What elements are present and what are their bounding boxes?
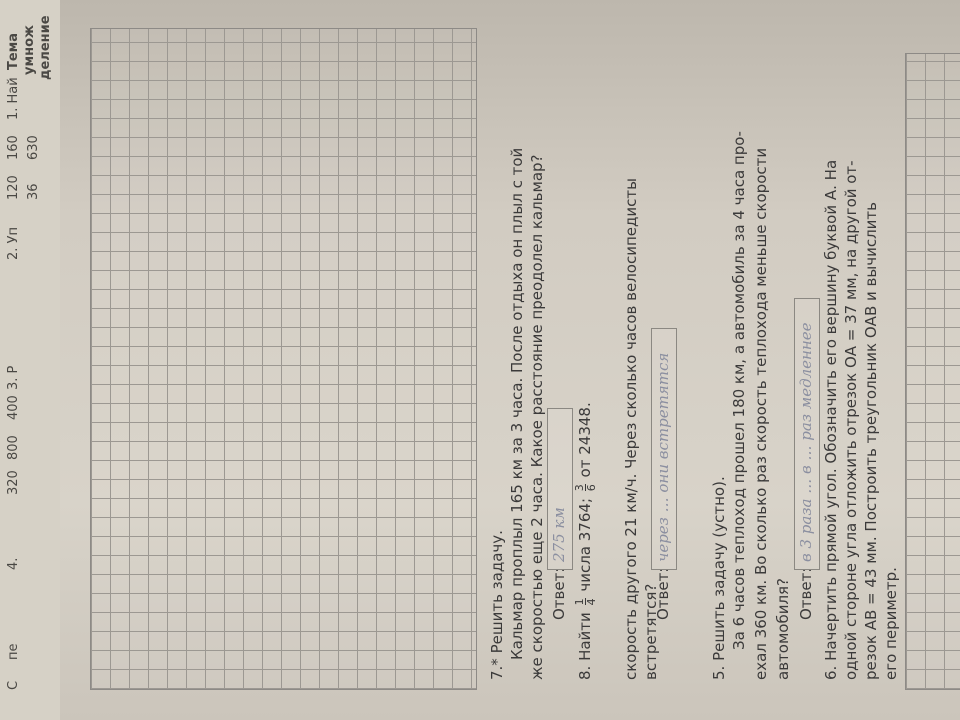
edge-text: 320 [6, 470, 21, 495]
fraction-denominator: 4 [585, 598, 598, 606]
edge-text: 2. Уп [6, 227, 21, 260]
fraction-three-sixths [574, 484, 597, 491]
edge-text: пе [6, 643, 21, 660]
edge-text: деление [38, 15, 53, 80]
edge-text: 800 [6, 435, 21, 460]
task6-line: одной стороне угла отложить отрезок ОА = 37 мм, на другой от- [842, 160, 860, 680]
task6-line: его периметр. [882, 567, 900, 680]
task6-line: резок АВ = 43 мм. Построить треугольник ОАВ и вычислить [862, 202, 880, 680]
answer-handwriting: через … они встретятся [654, 352, 672, 562]
edge-text: 400 [6, 395, 21, 420]
task6-line: 6. Начертить прямой угол. Обозначить его вершину буквой А. На [822, 159, 840, 680]
edge-text: 1. Най [6, 77, 21, 120]
task8-middle: числа 3764; [576, 498, 594, 592]
answer-label: Ответ: [797, 567, 815, 620]
task4-line: встретятся? [642, 583, 660, 680]
fraction-one-quarter [574, 598, 597, 605]
task8-suffix: от 24348. [576, 402, 594, 478]
task8-grid[interactable] [90, 28, 477, 690]
edge-text: 160 [6, 135, 21, 160]
answer-handwriting: в 3 раза … в … раз медленнее [797, 322, 815, 562]
fraction-denominator: 6 [585, 484, 598, 492]
answer-label: Ответ: [654, 567, 672, 620]
answer-handwriting: 275 км [550, 507, 568, 562]
edge-text: 630 [26, 135, 41, 160]
fraction-numerator: 3 [573, 484, 586, 492]
task8-line [574, 402, 597, 680]
task7-heading: 7.* Решить задачу. [488, 530, 506, 680]
edge-text: С [6, 680, 21, 690]
edge-text: 120 [6, 175, 21, 200]
edge-text: 4. [6, 557, 21, 570]
task4-line: скорость другого 21 км/ч. Через сколько часов велосипедисты [622, 178, 640, 680]
edge-text: умнож [22, 25, 37, 75]
task5-line: автомобиля? [774, 577, 792, 680]
task5-line: ехал 360 км. Во сколько раз скорость теплохода меньше скорости [752, 147, 770, 680]
task5-heading: 5. Решить задачу (устно). [710, 476, 728, 680]
task7-line: же скоростью еще 2 часа. Какое расстояние преодолел кальмар? [528, 154, 546, 680]
fraction-numerator: 1 [573, 598, 586, 606]
edge-text: 36 [26, 183, 41, 200]
task6-grid[interactable] [905, 53, 960, 690]
answer-label: Ответ: [550, 567, 568, 620]
task8-prefix: 8. Найти [576, 612, 594, 680]
task7-line: Кальмар проплыл 165 км за 3 часа. После отдыха он плыл с той [508, 147, 526, 660]
edge-text: Тема [6, 32, 21, 70]
neighbor-page-edge [0, 0, 60, 720]
edge-text: 3. Р [6, 365, 21, 390]
task5-line: За 6 часов теплоход прошел 180 км, а автомобиль за 4 часа про- [730, 131, 748, 650]
